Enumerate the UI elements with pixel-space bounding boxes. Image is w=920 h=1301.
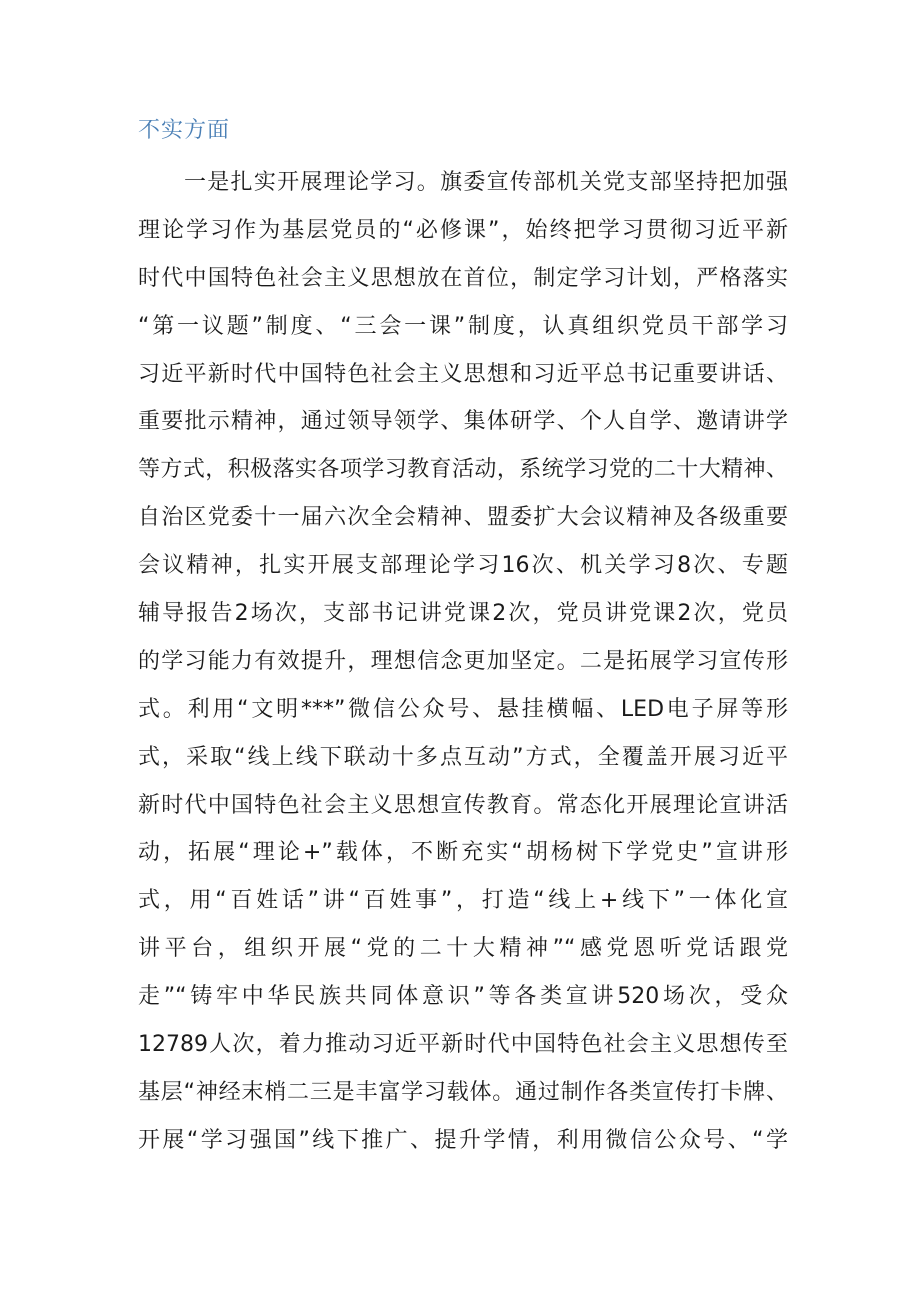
text-line: 新时代中国特色社会主义思想宣传教育。常态化开展理论宣讲活 bbox=[138, 792, 788, 818]
text-line: 走”“铸牢中华民族共同体意识”等各类宣讲520场次，受众 bbox=[138, 984, 788, 1010]
text-line: 的学习能力有效提升，理想信念更加坚定。二是拓展学习宣传形 bbox=[138, 648, 788, 674]
body-paragraph bbox=[138, 159, 788, 1165]
text-line: 动，拓展“理论+”载体，不断充实“胡杨树下学党史”宣讲形 bbox=[138, 840, 788, 866]
text-line: 式。利用“文明***”微信公众号、悬挂横幅、LED电子屏等形 bbox=[138, 696, 788, 722]
text-line: 理论学习作为基层党员的“必修课”，始终把学习贯彻习近平新 bbox=[138, 217, 788, 243]
text-line: “第一议题”制度、“三会一课”制度，认真组织党员干部学习 bbox=[138, 313, 788, 339]
text-line: 基层“神经末梢二三是丰富学习载体。通过制作各类宣传打卡牌、 bbox=[138, 1079, 788, 1105]
text-line: 辅导报告2场次，支部书记讲党课2次，党员讲党课2次，党员 bbox=[138, 601, 788, 627]
text-line: 重要批示精神，通过领导领学、集体研学、个人自学、邀请讲学 bbox=[138, 409, 788, 435]
text-line: 等方式，积极落实各项学习教育活动，系统学习党的二十大精神、 bbox=[138, 457, 788, 483]
section-heading: 不实方面 bbox=[138, 118, 231, 143]
text-line: 式，采取“线上线下联动十多点互动”方式，全覆盖开展习近平 bbox=[138, 744, 788, 770]
text-line: 自治区党委十一届六次全会精神、盟委扩大会议精神及各级重要 bbox=[138, 505, 788, 531]
text-line: 开展“学习强国”线下推广、提升学情，利用微信公众号、“学 bbox=[138, 1127, 788, 1153]
text-line: 习近平新时代中国特色社会主义思想和习近平总书记重要讲话、 bbox=[138, 361, 788, 387]
text-line: 12789人次，着力推动习近平新时代中国特色社会主义思想传至 bbox=[138, 1032, 788, 1058]
text-line: 式，用“百姓话”讲“百姓事”，打造“线上+线下”一体化宣 bbox=[138, 888, 788, 914]
text-line: 时代中国特色社会主义思想放在首位，制定学习计划，严格落实 bbox=[138, 265, 788, 291]
text-line: 会议精神，扎实开展支部理论学习16次、机关学习8次、专题 bbox=[138, 553, 788, 579]
text-line: 讲平台，组织开展“党的二十大精神”“感党恩听党话跟党 bbox=[138, 936, 788, 962]
text-line: 一是扎实开展理论学习。旗委宣传部机关党支部坚持把加强 bbox=[184, 170, 788, 195]
